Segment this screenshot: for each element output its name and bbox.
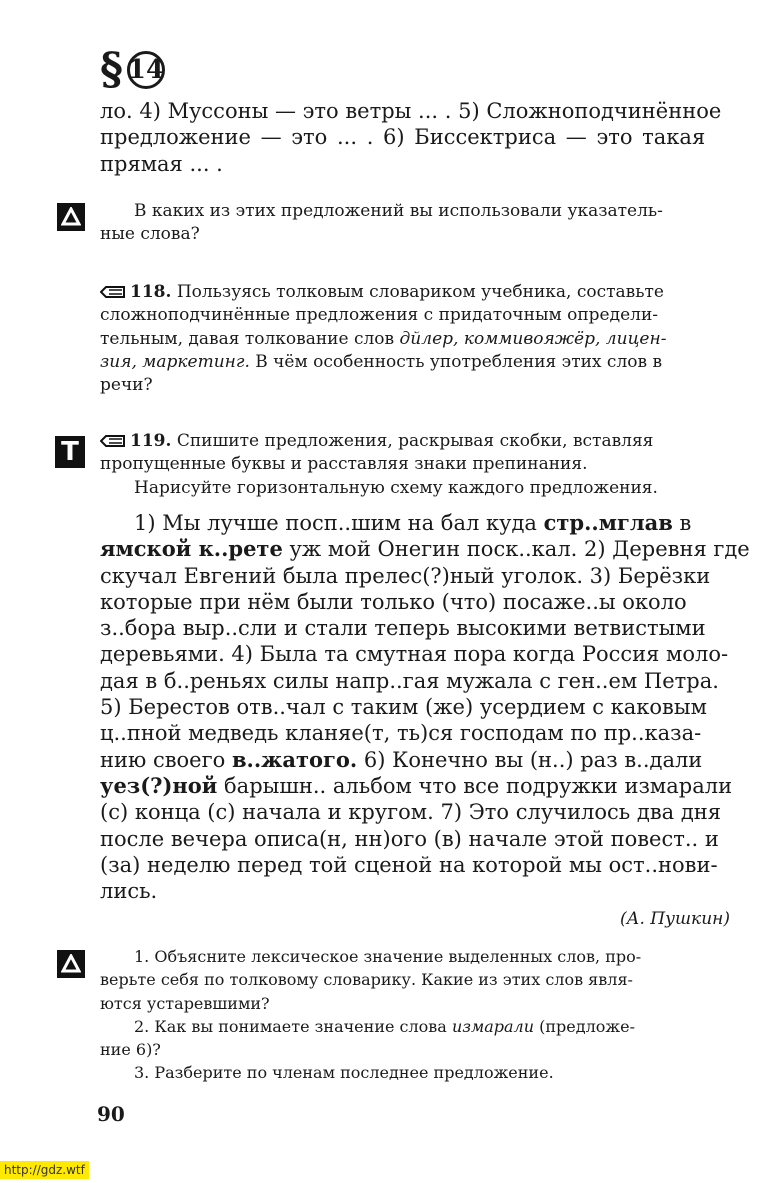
task-a1-line: ные слова? [100, 224, 200, 245]
section-number: 14 [127, 51, 165, 89]
t-icon: T [55, 436, 85, 468]
exercise-118 [100, 281, 732, 397]
task-a2-questions [100, 945, 732, 1085]
intro-line: ло. 4) Муссоны — это ветры ... . 5) Сложноподчинённое [100, 99, 722, 123]
task-a1-line: В каких из этих предложений вы использовали указатель- [134, 201, 663, 221]
defined-words: дйлер, коммивояжёр, лицен- [399, 328, 667, 349]
exercise-text-line: пропущенные буквы и расставляя знаки препинания. [100, 454, 588, 475]
exercise-text-line: сложноподчинённые предложения с придаточным определи- [100, 305, 659, 326]
author-attribution [100, 908, 730, 931]
question-line: 2. Как вы понимаете значение слова [134, 1016, 447, 1036]
text-line: деревьями. 4) Была та смутная пора когда Россия моло- [100, 642, 729, 667]
exercise-119-instructions [100, 430, 732, 500]
question-line: верьте себя по толковому словарику. Какие из этих слов явля- [100, 970, 633, 990]
watermark: http://gdz.wtf [0, 1161, 89, 1179]
text-line: дая в б..реньях силы напр..гая мужала с ген..ем Петра. [100, 668, 719, 693]
text-line: 5) Берестов отв..чал с таким (же) усердием с каковым [100, 695, 707, 720]
question-line: ние 6)? [100, 1040, 161, 1060]
highlighted-word: ямской к..рете [100, 536, 283, 562]
page-number: 90 [97, 1102, 125, 1126]
exercise-text-line: Спишите предложения, раскрывая скобки, вставляя [176, 431, 654, 451]
exercise-text-line: Нарисуйте горизонтальную схему каждого предложения. [134, 477, 658, 498]
highlighted-word: стр..мглав [543, 510, 673, 535]
pencil-icon [100, 285, 126, 299]
defined-words: зия, маркетинг. [100, 351, 250, 372]
text-line: в [679, 511, 692, 535]
text-line: уж мой Онегин поск..кал. 2) Деревня где [289, 537, 750, 562]
highlighted-word: в..жатого. [231, 746, 358, 772]
author: (А. Пушкин) [619, 909, 730, 929]
exercise-text-line: тельным, давая толкование слов [100, 328, 395, 349]
section-heading [100, 44, 165, 95]
exercise-119-text [100, 510, 750, 904]
exercise-text-line: В чём особенность употребления этих слов в [255, 351, 663, 372]
intro-line: прямая ... . [100, 151, 223, 176]
pencil-icon [100, 434, 126, 448]
text-line: скучал Евгений была прелес(?)ный уголок. 3) Берёзки [100, 563, 711, 588]
text-line: нию своего [100, 747, 226, 772]
highlighted-word: уез(?)ной [100, 772, 218, 798]
highlighted-word: измарали [451, 1016, 535, 1036]
exercise-number: 119. [130, 431, 172, 451]
text-line: после вечера описа(н, нн)ого (в) начале этой повест.. и [100, 826, 719, 851]
section-sign: § [100, 44, 124, 95]
text-line: 1) Мы лучше посп..шим на бал куда [134, 511, 537, 535]
text-line: которые при нём были только (что) посаже..ы около [100, 589, 687, 614]
intro-line: предложение — это ... . 6) Биссектриса — это такая [100, 125, 706, 150]
text-line: (за) неделю перед той сценой на которой мы ост..нови- [100, 852, 718, 877]
text-line: лись. [100, 879, 158, 904]
exercise-text-line: Пользуясь толковым словариком учебника, составьте [176, 282, 664, 302]
question-line: (предложе- [539, 1016, 635, 1036]
question-line: 3. Разберите по членам последнее предложение. [134, 1063, 554, 1083]
triangle-icon [57, 203, 85, 231]
intro-paragraph [100, 98, 732, 177]
question-line: 1. Объясните лексическое значение выделенных слов, про- [134, 947, 642, 966]
text-line: ц..пной медведь кланяе(т, ть)ся господам по пр..каза- [100, 721, 702, 746]
text-line: барышн.. альбом что все подружки измарали [224, 773, 733, 798]
exercise-text-line: речи? [100, 375, 153, 396]
question-line: ются устаревшими? [100, 993, 270, 1013]
text-line: з..бора выр..сли и стали теперь высокими ветвистыми [100, 616, 706, 641]
exercise-number: 118. [130, 282, 172, 302]
text-line: (с) конца (с) начала и кругом. 7) Это случилось два дня [100, 800, 722, 825]
task-a1-text [100, 200, 730, 247]
text-line: 6) Конечно вы (н..) раз в..дали [363, 747, 703, 772]
triangle-icon [57, 950, 85, 978]
